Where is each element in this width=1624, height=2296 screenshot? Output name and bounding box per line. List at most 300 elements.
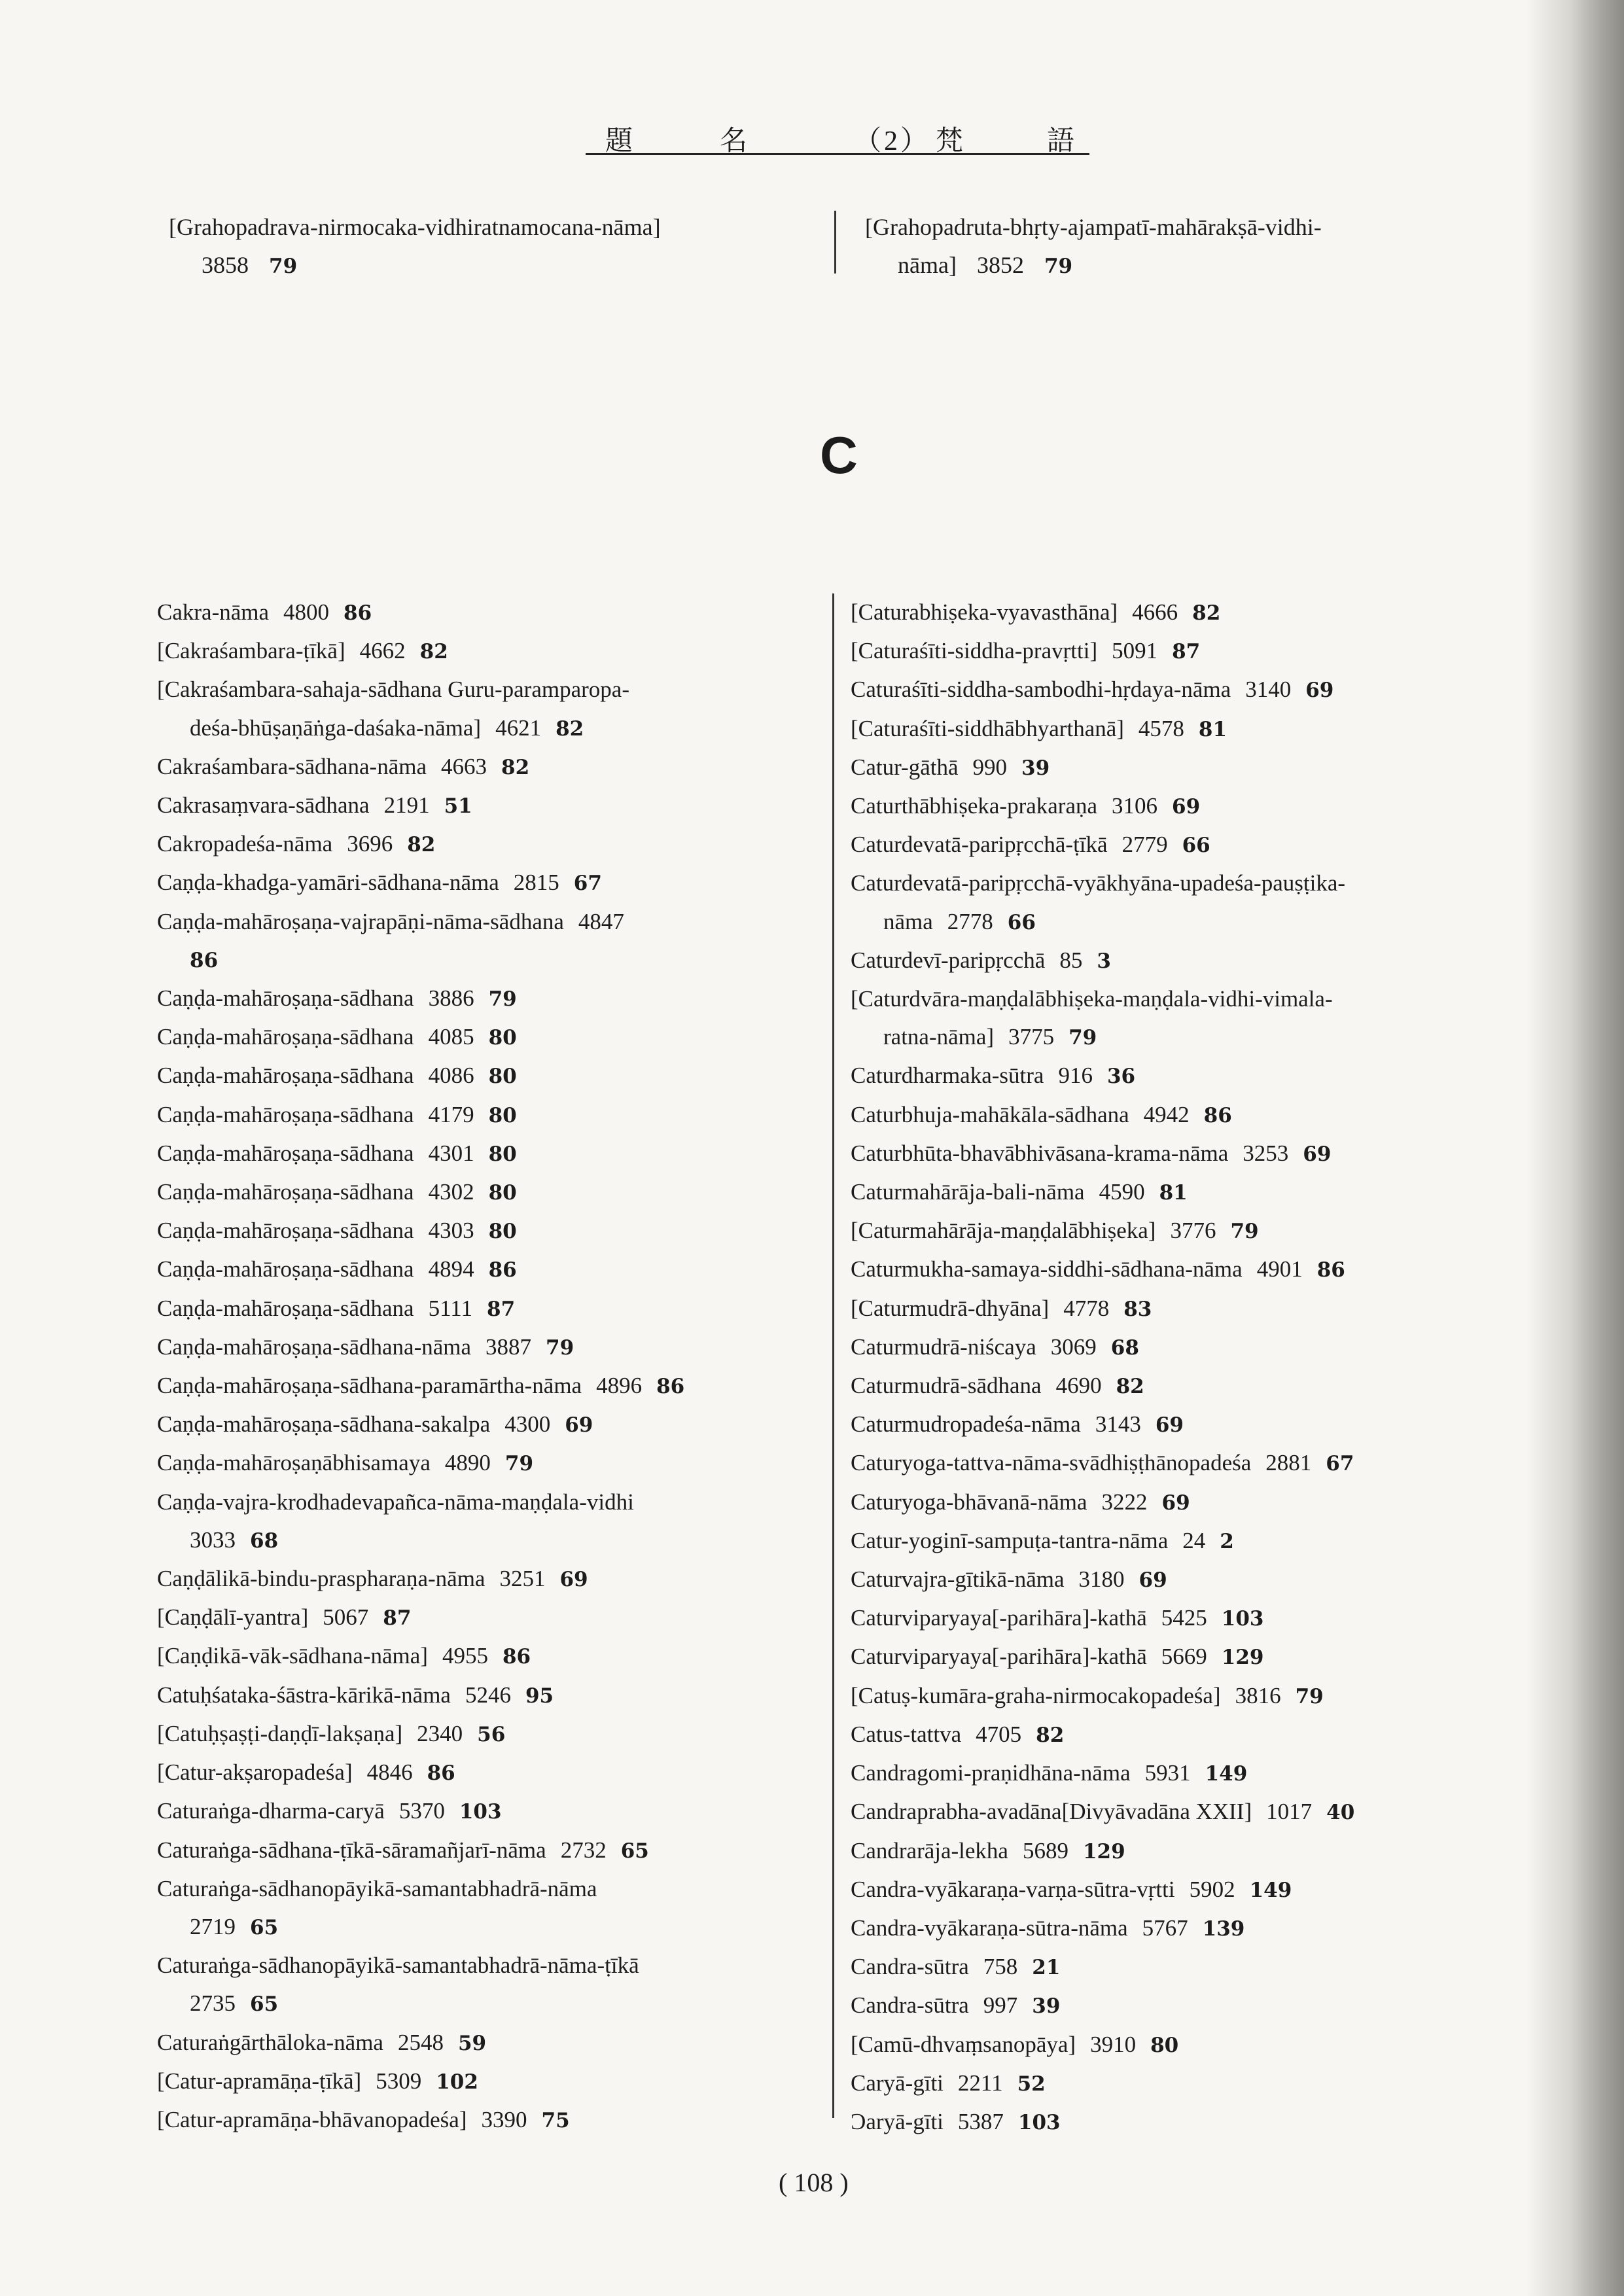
scan-edge-shadow: [1526, 0, 1624, 2296]
index-entry: [157, 1676, 684, 1715]
entry-number: 5689: [1022, 1837, 1068, 1863]
entry-title: Caturmudrā-niścaya: [851, 1333, 1036, 1360]
index-entry: [157, 2062, 684, 2101]
entry-volume: 79: [488, 987, 517, 1012]
entry-title: Caturaṅgārthāloka-nāma: [157, 2029, 383, 2055]
index-entry: [851, 1909, 1354, 1948]
entry-number: 3222: [1101, 1489, 1148, 1515]
entry-volume: 80: [488, 1103, 517, 1127]
entry-title: Caṇḍa-mahāroṣaṇa-sādhana: [157, 1101, 414, 1127]
top-column-rule: [834, 211, 836, 274]
index-entry: [851, 2064, 1354, 2103]
entry-title: deśa-bhūṣaṇāṅga-daśaka-nāma]: [190, 715, 482, 741]
entry-number: 4663: [441, 753, 487, 779]
entry-volume: 82: [501, 755, 530, 779]
entry-number: 2815: [513, 870, 559, 896]
entry-number: 4303: [428, 1218, 474, 1244]
entry-title: [Catur-apramāṇa-bhāvanopadeśa]: [157, 2106, 467, 2132]
entry-volume: 67: [573, 872, 602, 896]
entry-title: Candraprabha-avadāna[Divyāvadāna XXII]: [851, 1799, 1252, 1825]
entry-volume: 79: [504, 1452, 534, 1476]
page-number: ( 108 ): [779, 2168, 849, 2197]
entry-title: Caṇḍa-mahāroṣaṇa-sādhana: [157, 1256, 414, 1282]
entry-volume: 68: [1110, 1335, 1139, 1360]
main-column-rule: [832, 593, 834, 2118]
header-section-number: （2）: [854, 126, 931, 156]
entry-volume: 69: [1155, 1413, 1184, 1438]
index-entry: [851, 2026, 1354, 2064]
entry-volume: 40: [1326, 1801, 1355, 1825]
entry-title: [Caturmahārāja-maṇḍalābhiṣeka]: [851, 1218, 1156, 1244]
entry-number: 4955: [442, 1643, 488, 1669]
entry-volume: 81: [1198, 717, 1227, 741]
entry-volume: 83: [1123, 1297, 1152, 1321]
entry-number: 4847: [578, 908, 624, 934]
index-entry: [157, 2101, 684, 2140]
entry-volume: 149: [1205, 1762, 1248, 1786]
entry-title: Caṇḍa-mahāroṣaṇa-vajrapāṇi-nāma-sādhana: [157, 908, 564, 934]
index-entry: [157, 903, 684, 941]
entry-volume: 68: [250, 1528, 279, 1553]
entry-title: Caturmudrā-sādhana: [851, 1373, 1042, 1399]
index-entry: [157, 593, 684, 632]
top-right-number: 3852: [976, 252, 1024, 278]
entry-volume: 103: [459, 1800, 502, 1824]
index-entry: [157, 748, 684, 786]
index-entry: [157, 980, 684, 1018]
entry-number: 990: [972, 754, 1008, 780]
entry-number: 916: [1058, 1063, 1093, 1089]
entry-title: Candra-sūtra: [851, 1954, 969, 1980]
entry-number: 5111: [428, 1295, 472, 1321]
index-entry: [157, 1405, 684, 1444]
entry-number: 5387: [957, 2108, 1004, 2134]
entry-title: [Catuḥṣaṣṭi-daṇḍī-lakṣaṇa]: [157, 1720, 403, 1746]
index-entry: [157, 1328, 684, 1367]
entry-volume: 66: [1007, 910, 1036, 934]
entry-volume: 86: [427, 1761, 455, 1786]
entry-title: Caturviparyaya[-parihāra]-kathā: [851, 1605, 1147, 1631]
entry-number: 5767: [1142, 1915, 1188, 1941]
index-entry: [157, 1754, 684, 1792]
entry-number: 4690: [1055, 1373, 1102, 1399]
entry-title: 3033: [190, 1527, 236, 1553]
entry-volume: 87: [383, 1606, 412, 1631]
entry-volume: 39: [1021, 756, 1050, 780]
entry-volume: 65: [250, 1992, 279, 2017]
entry-volume: 82: [1192, 601, 1221, 625]
entry-volume: 86: [1203, 1103, 1232, 1127]
entry-number: 4085: [428, 1024, 474, 1050]
entry-volume: 82: [419, 640, 448, 664]
index-entry: [157, 1367, 684, 1405]
entry-volume: 129: [1221, 1646, 1264, 1670]
entry-volume: 2: [1220, 1529, 1234, 1553]
entry-volume: 65: [620, 1839, 649, 1863]
entry-title: Candra-vyākaraṇa-sūtra-nāma: [851, 1915, 1128, 1941]
entry-title: Caṇḍa-mahāroṣaṇa-sādhana: [157, 1218, 414, 1244]
top-right-title-cont: nāma]: [898, 252, 957, 278]
entry-volume: 82: [407, 833, 436, 857]
entry-number: 3180: [1078, 1566, 1125, 1593]
entry-title: Caturdevatā-paripṛcchā-ṭīkā: [851, 832, 1108, 858]
index-entry: [851, 1328, 1354, 1367]
index-entry: [157, 709, 684, 748]
entry-title: Caturaṅga-sādhanopāyikā-samantabhadrā-nāma: [157, 1875, 597, 1901]
entry-title: Candra-vyākaraṇa-varṇa-sūtra-vṛtti: [851, 1876, 1175, 1902]
index-entry: [157, 1908, 684, 1947]
entry-title: Caṇḍa-mahāroṣaṇa-sādhana-paramārtha-nāma: [157, 1373, 582, 1399]
entry-number: 4179: [428, 1101, 474, 1127]
index-entry: [157, 1947, 684, 1985]
index-entry: [157, 1560, 684, 1598]
entry-title: [Caṇḍālī-yantra]: [157, 1604, 309, 1631]
entry-number: 4890: [444, 1450, 491, 1476]
entry-title: Catuḥśataka-śāstra-kārikā-nāma: [157, 1682, 451, 1708]
entry-title: Caṇḍa-mahāroṣaṇābhisamaya: [157, 1450, 431, 1476]
header-char-name: 名: [720, 126, 750, 156]
entry-title: Ɔaryā-gīti: [851, 2108, 944, 2134]
entry-number: 2340: [417, 1720, 463, 1746]
index-entry: [851, 1173, 1354, 1212]
index-entry: [851, 1483, 1354, 1522]
top-left-title: [Grahopadrava-nirmocaka-vidhiratnamocana-nāma]: [169, 214, 661, 240]
entry-title: Caturaśīti-siddha-sambodhi-hṛdaya-nāma: [851, 677, 1231, 703]
index-entry: [851, 903, 1354, 942]
index-entry: [851, 1599, 1354, 1638]
index-entry: [157, 1250, 684, 1289]
right-column: [851, 593, 1354, 2142]
entry-number: 4301: [428, 1140, 474, 1166]
entry-volume: 79: [1230, 1220, 1259, 1244]
entry-volume: 59: [457, 2031, 487, 2055]
entry-volume: 69: [559, 1568, 588, 1592]
entry-title: Caṇḍa-mahāroṣaṇa-sādhana-nāma: [157, 1333, 472, 1360]
entry-title: Cakra-nāma: [157, 599, 270, 625]
entry-volume: 3: [1097, 949, 1111, 973]
entry-number: 2778: [947, 908, 993, 934]
entry-number: 4300: [504, 1411, 551, 1438]
entry-title: Caṇḍa-mahāroṣaṇa-sādhana: [157, 1024, 414, 1050]
entry-title: [Cakraśambara-sahaja-sādhana Guru-paramparopa-: [157, 677, 629, 703]
top-left-entry: [169, 208, 661, 285]
index-entry: [157, 1637, 684, 1676]
entry-number: 3390: [481, 2106, 527, 2132]
entry-title: Caṇḍa-mahāroṣaṇa-sādhana-sakalpa: [157, 1411, 491, 1438]
entry-volume: 87: [1172, 640, 1201, 664]
index-entry: [851, 826, 1354, 864]
entry-volume: 79: [546, 1335, 574, 1360]
entry-title: [Camū-dhvaṃsanopāya]: [851, 2031, 1076, 2057]
index-entry: [157, 1483, 684, 1521]
entry-number: 4896: [596, 1373, 643, 1399]
left-column: [157, 593, 684, 2140]
entry-number: 3253: [1243, 1140, 1289, 1166]
entry-volume: 66: [1182, 834, 1210, 858]
entry-number: 2548: [397, 2029, 444, 2055]
entry-volume: 79: [1295, 1684, 1324, 1708]
index-entry: [157, 825, 684, 864]
top-right-volume: 79: [1044, 255, 1073, 278]
entry-number: 4846: [366, 1759, 413, 1786]
entry-title: Caṇḍa-mahāroṣaṇa-sādhana: [157, 1140, 414, 1166]
entry-volume: 86: [344, 601, 372, 625]
index-entry: [851, 749, 1354, 787]
entry-title: Cakrasaṃvara-sādhana: [157, 792, 370, 819]
entry-title: Caṇḍa-mahāroṣaṇa-sādhana: [157, 1295, 414, 1321]
entry-volume: 149: [1249, 1878, 1292, 1902]
index-entry: [851, 980, 1354, 1018]
entry-number: 3775: [1008, 1024, 1055, 1050]
entry-volume: 139: [1202, 1916, 1245, 1941]
entry-number: 3143: [1095, 1411, 1141, 1438]
entry-volume: 82: [556, 716, 584, 741]
index-entry: [851, 1716, 1354, 1754]
index-entry: [851, 864, 1354, 902]
index-entry: [851, 1057, 1354, 1095]
entry-title: Caṇḍa-mahāroṣaṇa-sādhana: [157, 1179, 414, 1205]
header-char-language: 語: [1047, 126, 1078, 156]
index-entry: [157, 941, 684, 980]
entry-number: 3251: [499, 1566, 546, 1592]
index-entry: [851, 1638, 1354, 1676]
index-entry: [851, 1290, 1354, 1328]
entry-title: Catur-gāthā: [851, 754, 959, 780]
entry-number: 758: [983, 1954, 1018, 1980]
index-entry: [851, 1250, 1354, 1289]
entry-number: 3106: [1112, 793, 1158, 819]
entry-number: 3140: [1245, 677, 1292, 703]
entry-volume: 81: [1159, 1181, 1188, 1205]
entry-title: Cakropadeśa-nāma: [157, 831, 333, 857]
entry-volume: 69: [1303, 1142, 1332, 1166]
entry-title: [Caṇḍikā-vāk-sādhana-nāma]: [157, 1643, 428, 1669]
index-entry: [851, 1096, 1354, 1135]
entry-volume: 21: [1032, 1956, 1061, 1980]
entry-title: Cakraśambara-sādhana-nāma: [157, 753, 427, 779]
entry-number: 4302: [428, 1179, 474, 1205]
index-entry: [157, 1870, 684, 1908]
entry-number: 2211: [957, 2070, 1003, 2096]
entry-title: Caturyoga-tattva-nāma-svādhiṣṭhānopadeśa: [851, 1450, 1252, 1476]
entry-number: 5067: [323, 1604, 369, 1631]
entry-title: [Caturabhiṣeka-vyavasthāna]: [851, 599, 1118, 625]
entry-volume: 36: [1106, 1065, 1136, 1089]
entry-volume: 86: [656, 1375, 685, 1399]
entry-title: 2735: [190, 1990, 236, 2017]
entry-volume: 75: [541, 2108, 570, 2132]
index-entry: [851, 1561, 1354, 1599]
index-entry: [157, 1212, 684, 1250]
entry-volume: 39: [1032, 1994, 1061, 2019]
entry-title: Caturbhuja-mahākāla-sādhana: [851, 1101, 1129, 1127]
entry-number: 4705: [976, 1721, 1022, 1747]
entry-volume: 80: [488, 1065, 517, 1089]
entry-number: 3069: [1050, 1333, 1097, 1360]
entry-number: 24: [1182, 1527, 1206, 1553]
entry-volume: 86: [190, 948, 219, 972]
entry-title: [Caturmudrā-dhyāna]: [851, 1295, 1050, 1321]
entry-volume: 67: [1326, 1452, 1354, 1476]
entry-title: [Cakraśambara-ṭīkā]: [157, 638, 345, 664]
index-entry: [851, 1522, 1354, 1561]
index-entry: [851, 1793, 1354, 1831]
section-letter: C: [820, 426, 858, 484]
index-entry: [851, 593, 1354, 632]
index-entry: [851, 1367, 1354, 1405]
entry-volume: 82: [1036, 1723, 1065, 1747]
entry-number: 3776: [1170, 1218, 1216, 1244]
top-right-entry: [865, 208, 1322, 285]
entry-title: Caturaṅga-dharma-caryā: [157, 1798, 385, 1824]
entry-title: nāma: [883, 908, 933, 934]
index-entry: [157, 1792, 684, 1831]
entry-title: Catur-yoginī-sampuṭa-tantra-nāma: [851, 1527, 1169, 1553]
entry-volume: 129: [1082, 1839, 1125, 1863]
entry-number: 2191: [383, 792, 430, 819]
entry-number: 5425: [1161, 1605, 1207, 1631]
index-entry: [157, 1096, 684, 1135]
entry-number: 997: [983, 1992, 1018, 2019]
entry-volume: 69: [1139, 1568, 1167, 1593]
entry-volume: 86: [1316, 1258, 1345, 1282]
entry-number: 5091: [1112, 638, 1158, 664]
entry-volume: 82: [1116, 1375, 1144, 1399]
entry-number: 4621: [495, 715, 542, 741]
entry-number: 4662: [359, 638, 406, 664]
entry-number: 1017: [1266, 1799, 1313, 1825]
index-entry: [157, 1290, 684, 1328]
top-left-number: 3858: [202, 252, 249, 278]
index-entry: [851, 1405, 1354, 1444]
index-entry: [157, 1444, 684, 1483]
entry-volume: 95: [525, 1684, 554, 1708]
entry-title: [Catur-apramāṇa-ṭīkā]: [157, 2068, 362, 2094]
entry-number: 4800: [283, 599, 330, 625]
entry-title: Caturaṅga-sādhanopāyikā-samantabhadrā-nāma-ṭīkā: [157, 1952, 639, 1979]
index-entry: [157, 1135, 684, 1173]
index-entry: [157, 1831, 684, 1870]
index-entry: [851, 1212, 1354, 1250]
index-entry: [851, 632, 1354, 671]
index-entry: [851, 671, 1354, 709]
entry-volume: 103: [1017, 2110, 1061, 2134]
index-entry: [157, 864, 684, 902]
entry-number: 2732: [560, 1837, 607, 1863]
entry-number: 5370: [398, 1798, 445, 1824]
running-header: [586, 119, 1089, 155]
index-entry: [851, 787, 1354, 826]
index-entry: [851, 942, 1354, 980]
entry-number: 2881: [1265, 1450, 1312, 1476]
entry-number: 3816: [1235, 1682, 1281, 1708]
entry-number: 4778: [1063, 1295, 1110, 1321]
index-entry: [157, 671, 684, 709]
entry-number: 3910: [1090, 2031, 1137, 2057]
top-left-volume: 79: [269, 255, 298, 278]
entry-title: Caryā-gīti: [851, 2070, 944, 2096]
index-entry: [851, 2103, 1354, 2142]
entry-title: Caturdevī-paripṛcchā: [851, 947, 1046, 973]
entry-title: Caturvajra-gītikā-nāma: [851, 1566, 1065, 1593]
index-entry: [851, 1018, 1354, 1057]
entry-title: Caṇḍālikā-bindu-praspharaṇa-nāma: [157, 1566, 485, 1592]
entry-volume: 65: [250, 1915, 279, 1939]
entry-title: Caturviparyaya[-parihāra]-kathā: [851, 1644, 1147, 1670]
entry-title: [Caturaśīti-siddha-pravṛtti]: [851, 638, 1098, 664]
index-entry: [157, 1173, 684, 1212]
entry-number: 3887: [485, 1333, 532, 1360]
index-entry: [157, 786, 684, 825]
index-entry: [851, 1871, 1354, 1909]
entry-title: Caturthābhiṣeka-prakaraṇa: [851, 793, 1098, 819]
entry-volume: 87: [487, 1297, 516, 1321]
entry-title: ratna-nāma]: [883, 1024, 995, 1050]
entry-number: 5931: [1144, 1760, 1191, 1786]
entry-title: Caṇḍa-khadga-yamāri-sādhana-nāma: [157, 870, 499, 896]
entry-title: [Catuṣ-kumāra-graha-nirmocakopadeśa]: [851, 1682, 1221, 1708]
entry-volume: 79: [1068, 1026, 1097, 1050]
entry-number: 5309: [376, 2068, 422, 2094]
index-entry: [157, 1598, 684, 1637]
index-entry: [851, 1832, 1354, 1871]
entry-number: 85: [1059, 947, 1083, 973]
index-entry: [851, 1677, 1354, 1716]
entry-title: Caturyoga-bhāvanā-nāma: [851, 1489, 1087, 1515]
entry-title: Caṇḍa-mahāroṣaṇa-sādhana: [157, 1063, 414, 1089]
entry-title: [Catur-akṣaropadeśa]: [157, 1759, 353, 1786]
entry-volume: 69: [1161, 1491, 1190, 1515]
entry-number: 5246: [465, 1682, 511, 1708]
entry-title: Caturdevatā-paripṛcchā-vyākhyāna-upadeśa-pauṣṭika-: [851, 870, 1346, 896]
entry-title: [Caturaśīti-siddhābhyarthanā]: [851, 715, 1124, 741]
index-entry: [851, 1987, 1354, 2025]
entry-number: 4666: [1132, 599, 1178, 625]
entry-volume: 102: [436, 2070, 478, 2094]
entry-number: 3886: [428, 985, 474, 1012]
index-entry: [851, 1754, 1354, 1793]
entry-number: 2779: [1121, 832, 1168, 858]
entry-volume: 56: [477, 1722, 506, 1746]
entry-number: 5902: [1189, 1876, 1235, 1902]
index-entry: [157, 1985, 684, 2023]
index-entry: [157, 2024, 684, 2062]
entry-title: Candra-sūtra: [851, 1992, 969, 2019]
entry-number: 4894: [428, 1256, 474, 1282]
header-char-sanskrit: 梵: [936, 126, 966, 156]
index-entry: [157, 1057, 684, 1095]
entry-number: 4942: [1143, 1101, 1190, 1127]
index-entry: [851, 1135, 1354, 1173]
entry-number: 3696: [347, 831, 393, 857]
index-entry: [157, 1018, 684, 1057]
entry-volume: 80: [488, 1026, 517, 1050]
index-entry: [851, 1444, 1354, 1483]
entry-volume: 80: [488, 1181, 517, 1205]
index-entry: [157, 632, 684, 671]
entry-number: 4901: [1256, 1256, 1303, 1282]
entry-title: Caturbhūta-bhavābhivāsana-krama-nāma: [851, 1140, 1229, 1166]
entry-volume: 69: [565, 1413, 593, 1438]
index-entry: [851, 1948, 1354, 1987]
entry-volume: 80: [488, 1142, 517, 1166]
entry-title: Caturmudropadeśa-nāma: [851, 1411, 1081, 1438]
entry-title: Caturmukha-samaya-siddhi-sādhana-nāma: [851, 1256, 1243, 1282]
entry-title: 2719: [190, 1913, 236, 1939]
entry-volume: 80: [488, 1220, 517, 1244]
entry-title: [Caturdvāra-maṇḍalābhiṣeka-maṇḍala-vidhi-vimala-: [851, 986, 1333, 1012]
entry-volume: 80: [1150, 2033, 1179, 2057]
